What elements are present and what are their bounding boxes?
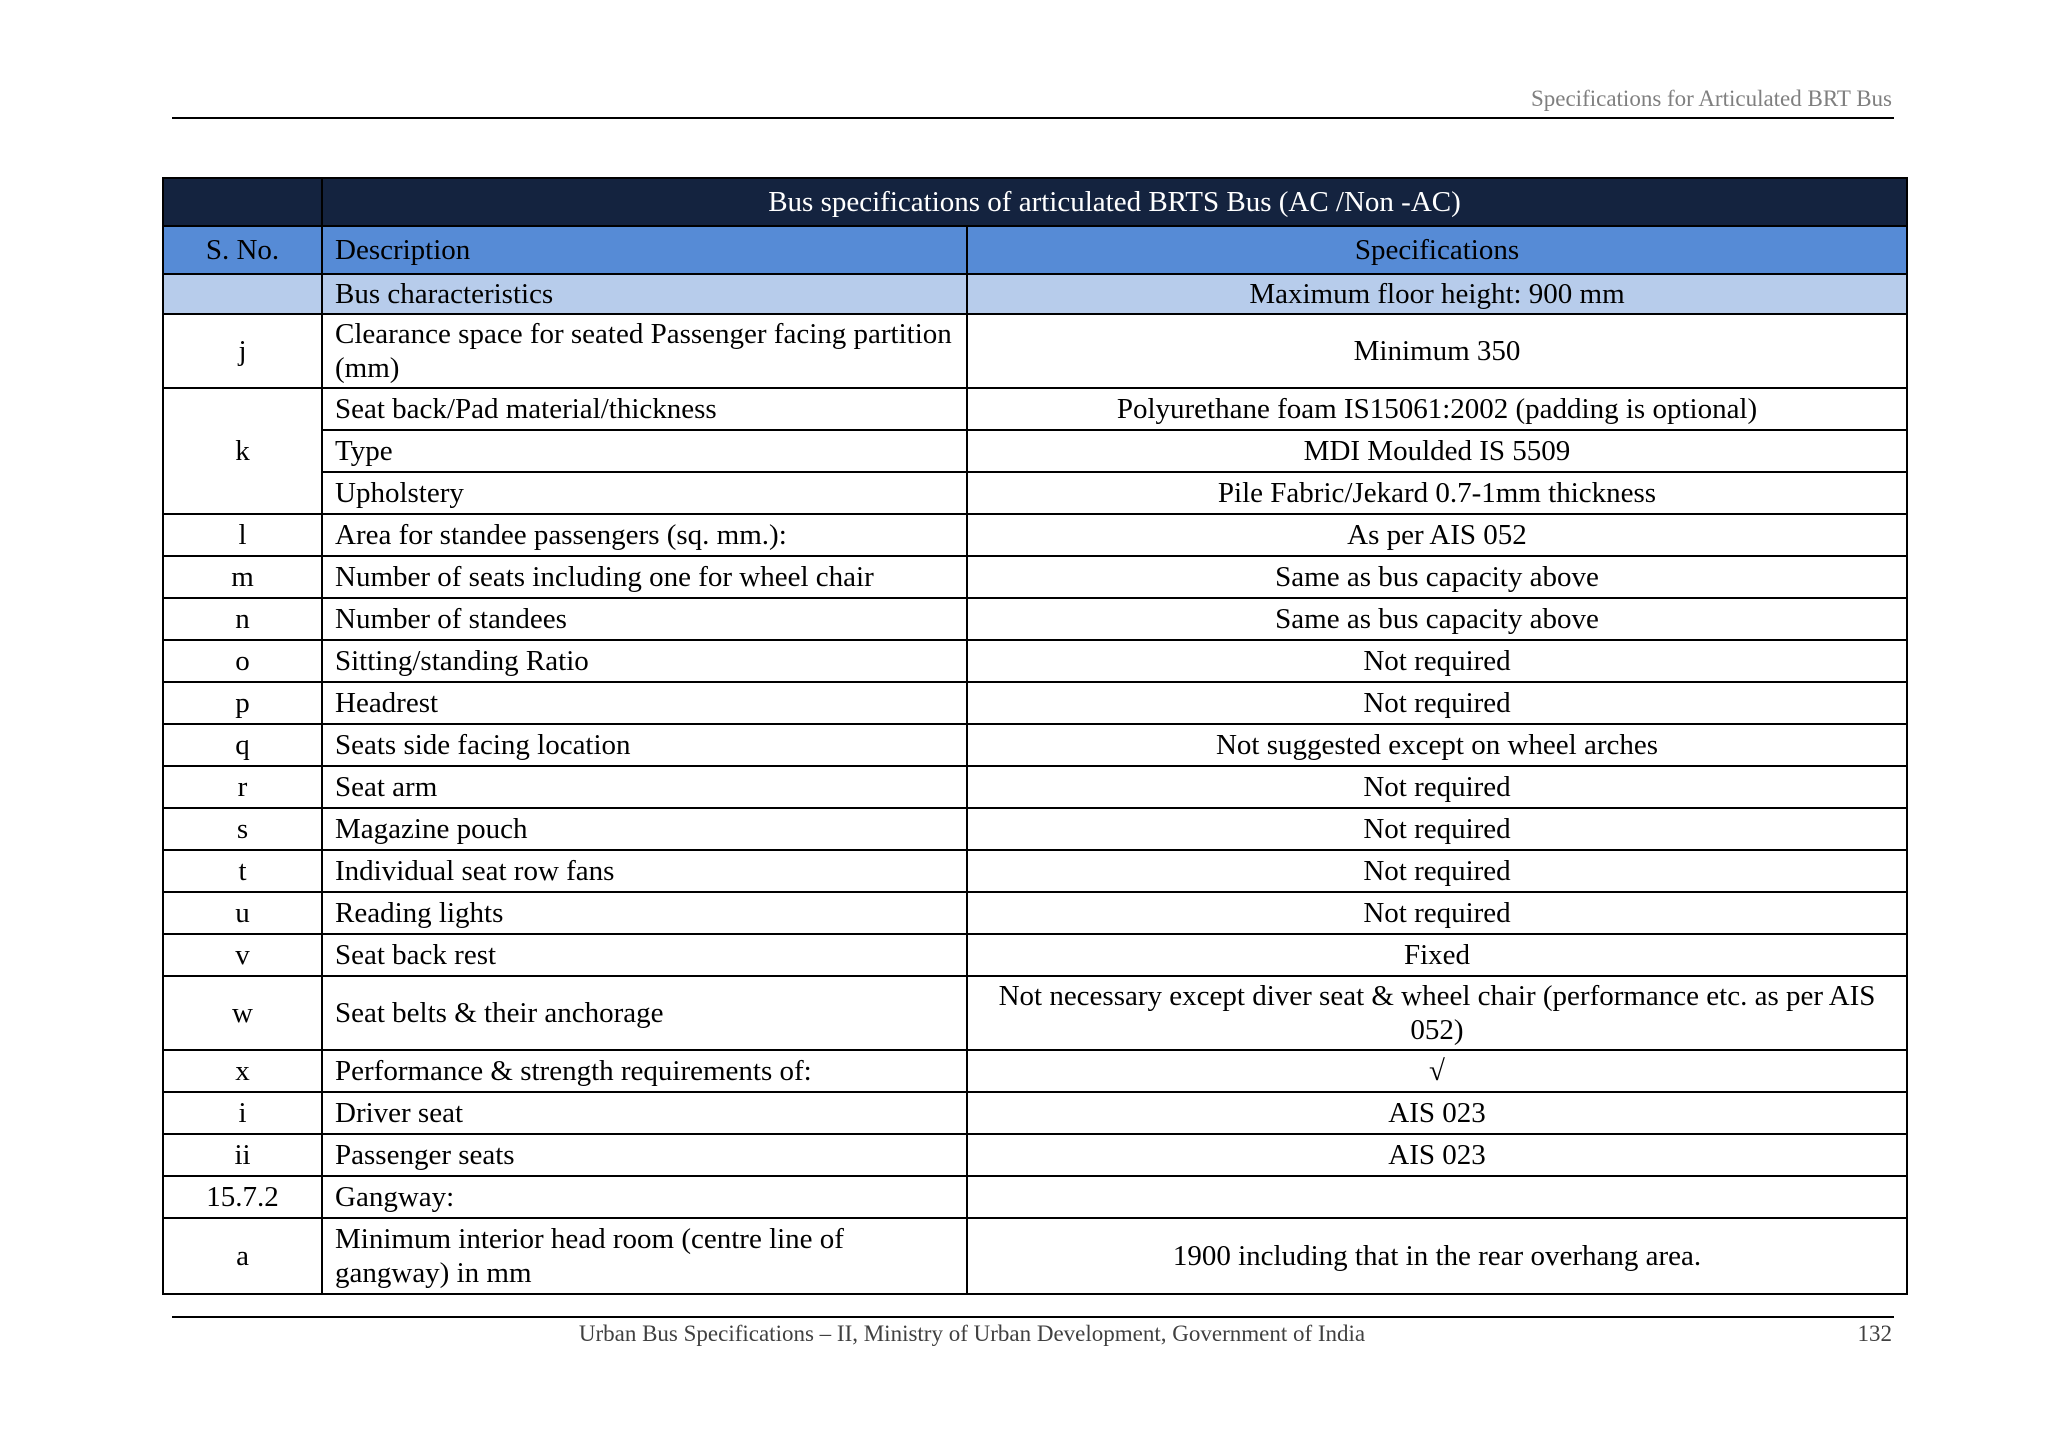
- table-row: [163, 850, 1907, 892]
- table-row: [163, 1092, 1907, 1134]
- subheader-specification: Maximum floor height: 900 mm: [967, 274, 1907, 314]
- row-description: Upholstery: [322, 472, 967, 514]
- row-description: Clearance space for seated Passenger facing partition (mm): [322, 314, 967, 388]
- row-sno: ii: [163, 1134, 322, 1176]
- header-divider: [172, 117, 1894, 119]
- row-description: Number of seats including one for wheel chair: [322, 556, 967, 598]
- row-description: Passenger seats: [322, 1134, 967, 1176]
- row-specification: AIS 023: [967, 1092, 1907, 1134]
- row-specification: Minimum 350: [967, 314, 1907, 388]
- subheader-empty-cell: [163, 274, 322, 314]
- table-row: [163, 472, 1907, 514]
- row-description: Seat arm: [322, 766, 967, 808]
- table-row: [163, 766, 1907, 808]
- row-description: Sitting/standing Ratio: [322, 640, 967, 682]
- row-sno: v: [163, 934, 322, 976]
- page-footer-text: Urban Bus Specifications – II, Ministry of Urban Development, Government of India: [578, 1321, 1366, 1346]
- row-sno: n: [163, 598, 322, 640]
- table-row: [163, 598, 1907, 640]
- row-description: Individual seat row fans: [322, 850, 967, 892]
- subheader-description: Bus characteristics: [322, 274, 967, 314]
- row-sno: u: [163, 892, 322, 934]
- table-row: [163, 556, 1907, 598]
- table-row: [163, 514, 1907, 556]
- row-sno: t: [163, 850, 322, 892]
- row-sno: p: [163, 682, 322, 724]
- section-subheader-row: [163, 274, 1907, 314]
- row-specification: Same as bus capacity above: [967, 598, 1907, 640]
- row-specification: Same as bus capacity above: [967, 556, 1907, 598]
- row-description: Area for standee passengers (sq. mm.):: [322, 514, 967, 556]
- table-row: [163, 314, 1907, 388]
- row-specification: 1900 including that in the rear overhang area.: [967, 1218, 1907, 1294]
- row-sno: 15.7.2: [163, 1176, 322, 1218]
- row-specification: AIS 023: [967, 1134, 1907, 1176]
- page-number: 132: [1857, 1321, 1892, 1346]
- footer-divider: [172, 1316, 1894, 1318]
- row-specification: Not required: [967, 682, 1907, 724]
- table-row: [163, 808, 1907, 850]
- row-sno: l: [163, 514, 322, 556]
- row-description: Type: [322, 430, 967, 472]
- row-specification: Not required: [967, 892, 1907, 934]
- row-sno: k: [163, 388, 322, 514]
- row-specification: Not required: [967, 640, 1907, 682]
- row-description: Seat belts & their anchorage: [322, 976, 967, 1050]
- row-sno: i: [163, 1092, 322, 1134]
- row-specification: Not necessary except diver seat & wheel chair (performance etc. as per AIS 052): [967, 976, 1907, 1050]
- bus-specifications-table: [162, 177, 1908, 1295]
- row-description: Driver seat: [322, 1092, 967, 1134]
- row-sno: a: [163, 1218, 322, 1294]
- column-header-description: Description: [322, 226, 967, 274]
- row-description: Seats side facing location: [322, 724, 967, 766]
- row-sno: w: [163, 976, 322, 1050]
- table-row: [163, 934, 1907, 976]
- row-sno: q: [163, 724, 322, 766]
- row-description: Number of standees: [322, 598, 967, 640]
- row-sno: o: [163, 640, 322, 682]
- table-title-row: [163, 178, 1907, 226]
- table-row: [163, 892, 1907, 934]
- row-specification: As per AIS 052: [967, 514, 1907, 556]
- row-specification: Not suggested except on wheel arches: [967, 724, 1907, 766]
- row-description: Seat back rest: [322, 934, 967, 976]
- row-specification: Pile Fabric/Jekard 0.7-1mm thickness: [967, 472, 1907, 514]
- table-row: [163, 388, 1907, 430]
- row-specification: Fixed: [967, 934, 1907, 976]
- table-title: Bus specifications of articulated BRTS Bus (AC /Non -AC): [322, 178, 1907, 226]
- table-row: [163, 976, 1907, 1050]
- column-header-sno: S. No.: [163, 226, 322, 274]
- row-specification: Polyurethane foam IS15061:2002 (padding is optional): [967, 388, 1907, 430]
- row-description: Reading lights: [322, 892, 967, 934]
- row-description: Seat back/Pad material/thickness: [322, 388, 967, 430]
- table-row: [163, 1134, 1907, 1176]
- row-description: Performance & strength requirements of:: [322, 1050, 967, 1092]
- row-sno: j: [163, 314, 322, 388]
- row-description: Headrest: [322, 682, 967, 724]
- row-description: Minimum interior head room (centre line of gangway) in mm: [322, 1218, 967, 1294]
- column-header-row: [163, 226, 1907, 274]
- table-row: [163, 430, 1907, 472]
- row-sno: m: [163, 556, 322, 598]
- title-row-empty-cell: [163, 178, 322, 226]
- row-specification: [967, 1176, 1907, 1218]
- row-description: Gangway:: [322, 1176, 967, 1218]
- row-sno: r: [163, 766, 322, 808]
- row-specification: Not required: [967, 850, 1907, 892]
- table-row: [163, 1176, 1907, 1218]
- table-row: [163, 1050, 1907, 1092]
- row-sno: x: [163, 1050, 322, 1092]
- row-specification: MDI Moulded IS 5509: [967, 430, 1907, 472]
- table-row: [163, 682, 1907, 724]
- table-row: [163, 724, 1907, 766]
- table-row: [163, 640, 1907, 682]
- column-header-specifications: Specifications: [967, 226, 1907, 274]
- row-specification: √: [967, 1050, 1907, 1092]
- row-sno: s: [163, 808, 322, 850]
- row-specification: Not required: [967, 766, 1907, 808]
- table-row: [163, 1218, 1907, 1294]
- row-specification: Not required: [967, 808, 1907, 850]
- page-header-title: Specifications for Articulated BRT Bus: [1530, 86, 1892, 111]
- row-description: Magazine pouch: [322, 808, 967, 850]
